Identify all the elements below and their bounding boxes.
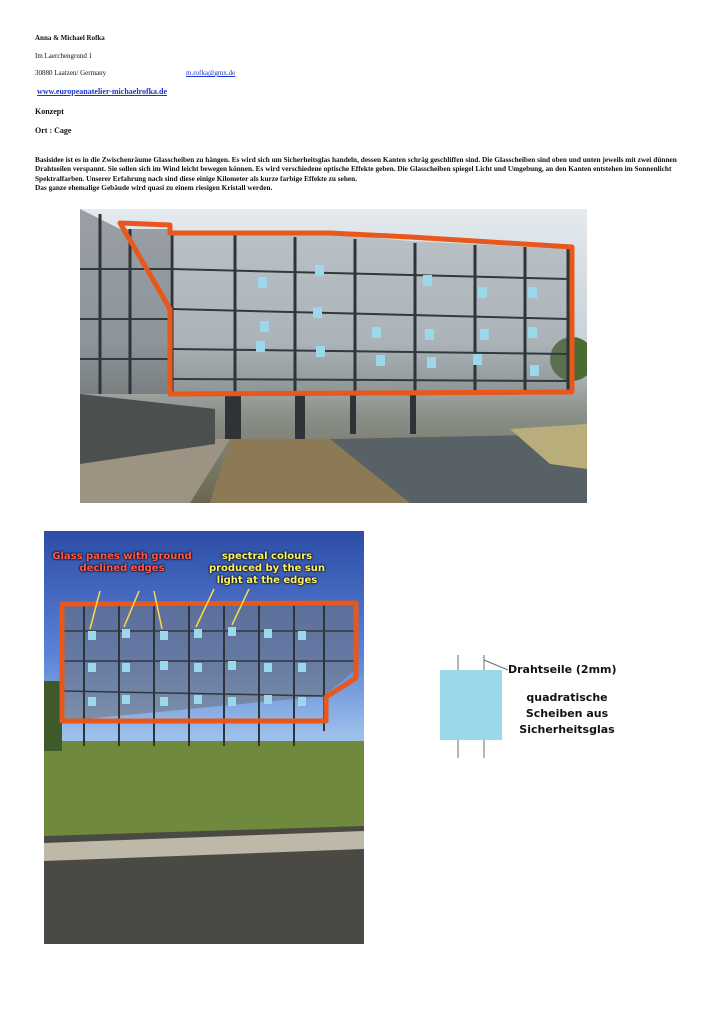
email-link[interactable]: m.rofka@gmx.de: [186, 69, 236, 77]
pane-label-line-3: Sicherheitsglas: [519, 723, 615, 736]
address-city: 30880 Laatzen/ Germany: [35, 69, 107, 77]
author-names: Anna & Michael Rofka: [35, 34, 105, 42]
structure-fill: [64, 603, 354, 721]
wire-label: Drahtseile (2mm): [508, 663, 617, 676]
concept-text: Basisidee ist es in die Zwischenräume Glasscheiben zu hängen. Es wird sich um Sicherheitsglas handeln, dessen Kanten schräg geschliffen sind. Die Glasscheiben sind oben und unten jeweils mit zwei dünnen Drahtseilen verspannt. Sie sollen sich im Wind leicht bewegen können. Es wird verschiedene optische Effekte geben. Die Glasscheiben spiegel Licht und Umgebung, an den Kanten entstehen im Sonnenlicht Spektralfarben. Unserer Erfahrung nach sind diese einige Kilometer als kurze farbige Effekte zu sehen.: [35, 155, 677, 183]
base-columns: [225, 394, 416, 439]
pane-label: [512, 690, 622, 738]
location-line: Ort : Cage: [35, 126, 72, 135]
pane-label-line-2: Scheiben aus: [525, 707, 609, 720]
glass-pane-diagram: [440, 670, 502, 740]
section-title: Konzept: [35, 107, 64, 116]
website-link[interactable]: www.europeanatelier-michaelrofka.de: [37, 87, 168, 96]
grass-field: [44, 741, 364, 836]
caption-glass-panes: Glass panes with ground declined edges: [52, 551, 192, 574]
pane-diagram: [420, 650, 620, 765]
tree-left: [44, 681, 62, 751]
building-photo-1-drawing: [80, 209, 587, 503]
address-street: Im Laerchengrund 1: [35, 52, 93, 60]
pane-label-line-1: quadratische: [526, 691, 608, 704]
building-photo-1: [80, 209, 587, 503]
building-photo-2: [44, 531, 364, 944]
concept-last-line: Das ganze ehemalige Gebäude wird quasi zu einem riesigen Kristall werden.: [35, 183, 273, 193]
caption-spectral-colours: spectral colours produced by the sun light at the edges: [208, 551, 326, 586]
concept-paragraph: [35, 155, 695, 193]
building-photo-2-drawing: [44, 531, 364, 944]
